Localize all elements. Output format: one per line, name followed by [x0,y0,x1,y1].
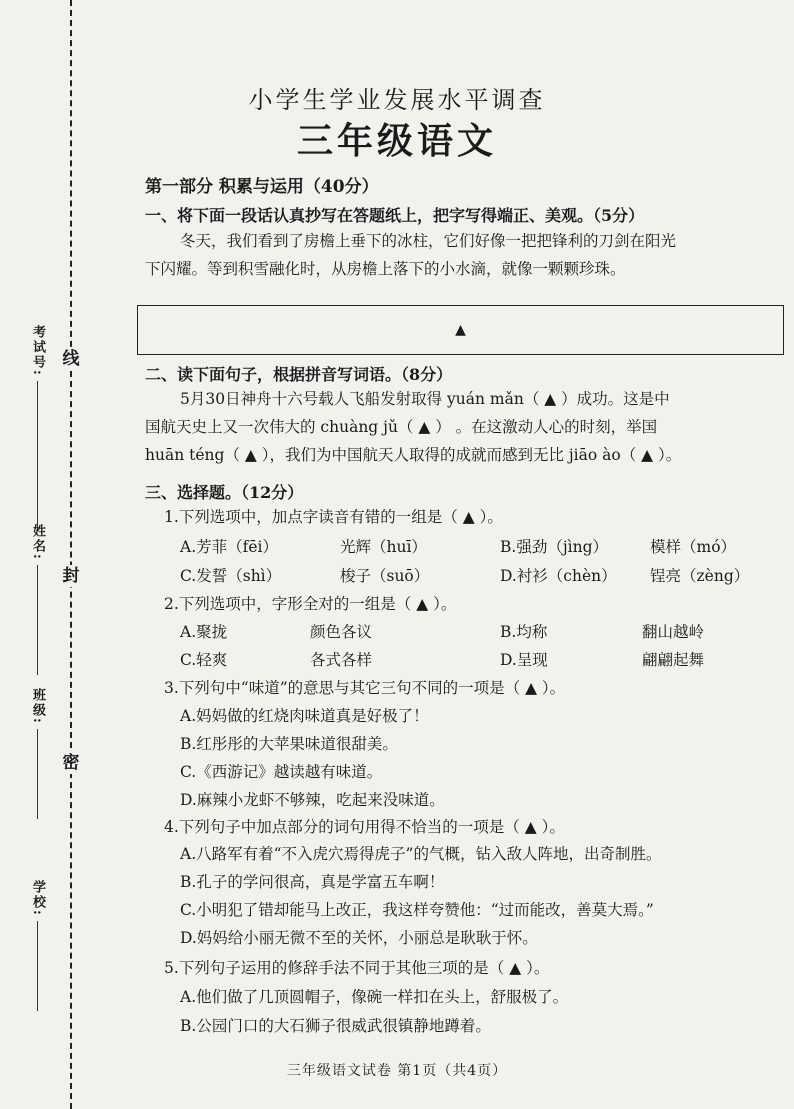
q3-stem: 3.下列句中“味道”的意思与其它三句不同的一项是（ ▲ ）。 [164,679,566,697]
q2-option-a2: 颜色各议 [310,623,373,641]
sec3-heading: 三、选择题。（12分） [145,483,304,502]
q3-option-b: B.红彤彤的大苹果味道很甜美。 [180,735,398,753]
class-label: 班级: [30,688,45,725]
q4-option-b: B.孔子的学问很高，真是学富五车啊！ [180,873,445,891]
sec1-paragraph-line2: 下闪耀。等到积雪融化时，从房檐上落下的小水滴，就像一颗颗珍珠。 [145,260,626,278]
sec2-line1: 5月30日神舟十六号载人飞船发射取得 yuán mǎn（ ▲ ）成功。这是中 [180,390,670,408]
q5-option-b: B.公园门口的大石狮子很威武很镇静地蹲着。 [180,1017,491,1035]
exam-number-label: 考试号: [30,325,45,377]
q2-option-c2: 各式各样 [310,651,373,669]
sec1-heading: 一、将下面一段话认真抄写在答题纸上，把字写得端正、美观。（5分） [145,206,645,225]
sec2-heading: 二、读下面句子，根据拼音写词语。（8分） [145,365,453,384]
answer-marker-icon: ▲ [455,322,466,338]
school-field [28,880,47,1011]
seal-char-secret: 密 [60,752,82,774]
page-footer: 三年级语文试卷 第1页（共4页） [286,1063,508,1079]
q3-option-c: C.《西游记》越读越有味道。 [180,763,383,781]
q1-option-b2: 模样（mó） [650,538,737,556]
exam-title: 三年级语文 [296,120,497,162]
q2-option-d2: 翩翩起舞 [642,651,705,669]
q3-option-a: A.妈妈做的红烧肉味道真是好极了！ [180,707,429,725]
q2-option-a1: A.聚拢 [180,623,228,641]
q1-option-d2: 锃亮（zèng） [650,567,750,585]
q2-option-b1: B.均称 [500,623,548,641]
student-name-field [28,524,47,675]
student-name-label: 姓名: [30,524,45,561]
q5-option-a: A.他们做了几顶圆帽子，像碗一样扣在头上，舒服极了。 [180,988,569,1006]
sec1-answer-box [137,305,784,355]
q5-stem: 5.下列句子运用的修辞手法不同于其他三项的是（ ▲ ）。 [164,959,550,977]
sec2-line2: 国航天史上又一次伟大的 chuàng jǔ（ ▲ ） 。在这激动人心的时刻，举国 [145,418,658,436]
q1-option-d1: D.衬衫（chèn） [500,567,617,585]
q2-option-b2: 翻山越岭 [642,623,705,641]
school-label: 学校: [30,880,45,917]
q3-option-d: D.麻辣小龙虾不够辣，吃起来没味道。 [180,791,445,809]
binding-cut-line [70,0,72,1109]
q2-option-d1: D.呈现 [500,651,548,669]
q1-option-c2: 梭子（suō） [340,567,430,585]
part1-heading: 第一部分 积累与运用（40分） [145,177,379,197]
q1-option-a2: 光辉（huī） [340,538,427,556]
q1-stem: 1.下列选项中，加点字读音有错的一组是（ ▲ ）。 [164,508,503,526]
class-field [28,688,47,819]
q4-option-a: A.八路军有着“不入虎穴焉得虎子”的气概，钻入敌人阵地，出奇制胜。 [180,845,662,863]
seal-char-line: 线 [60,348,82,370]
sec2-line3: huān téng（ ▲ ），我们为中国航天人取得的成就而感到无比 jiāo ào（ ▲ ）。 [145,446,682,464]
sec1-paragraph-line1: 冬天，我们看到了房檐上垂下的冰柱，它们好像一把把锋利的刀剑在阳光 [180,232,677,250]
exam-number-field [28,325,47,531]
q4-stem: 4.下列句子中加点部分的词句用得不恰当的一项是（ ▲ ）。 [164,818,565,836]
seal-char-seal: 封 [60,565,82,587]
q1-option-a1: A.芳菲（fēi） [180,538,278,556]
exam-subtitle: 小学生学业发展水平调查 [248,86,546,114]
q1-option-c1: C.发誓（shì） [180,567,282,585]
q4-option-d: D.妈妈给小丽无微不至的关怀，小丽总是耿耿于怀。 [180,929,538,947]
q2-stem: 2.下列选项中，字形全对的一组是（ ▲ ）。 [164,595,457,613]
q4-option-c: C.小明犯了错却能马上改正，我这样夸赞他：“过而能改，善莫大焉。” [180,901,654,919]
q1-option-b1: B.强劲（jìng） [500,538,608,556]
q2-option-c1: C.轻爽 [180,651,228,669]
